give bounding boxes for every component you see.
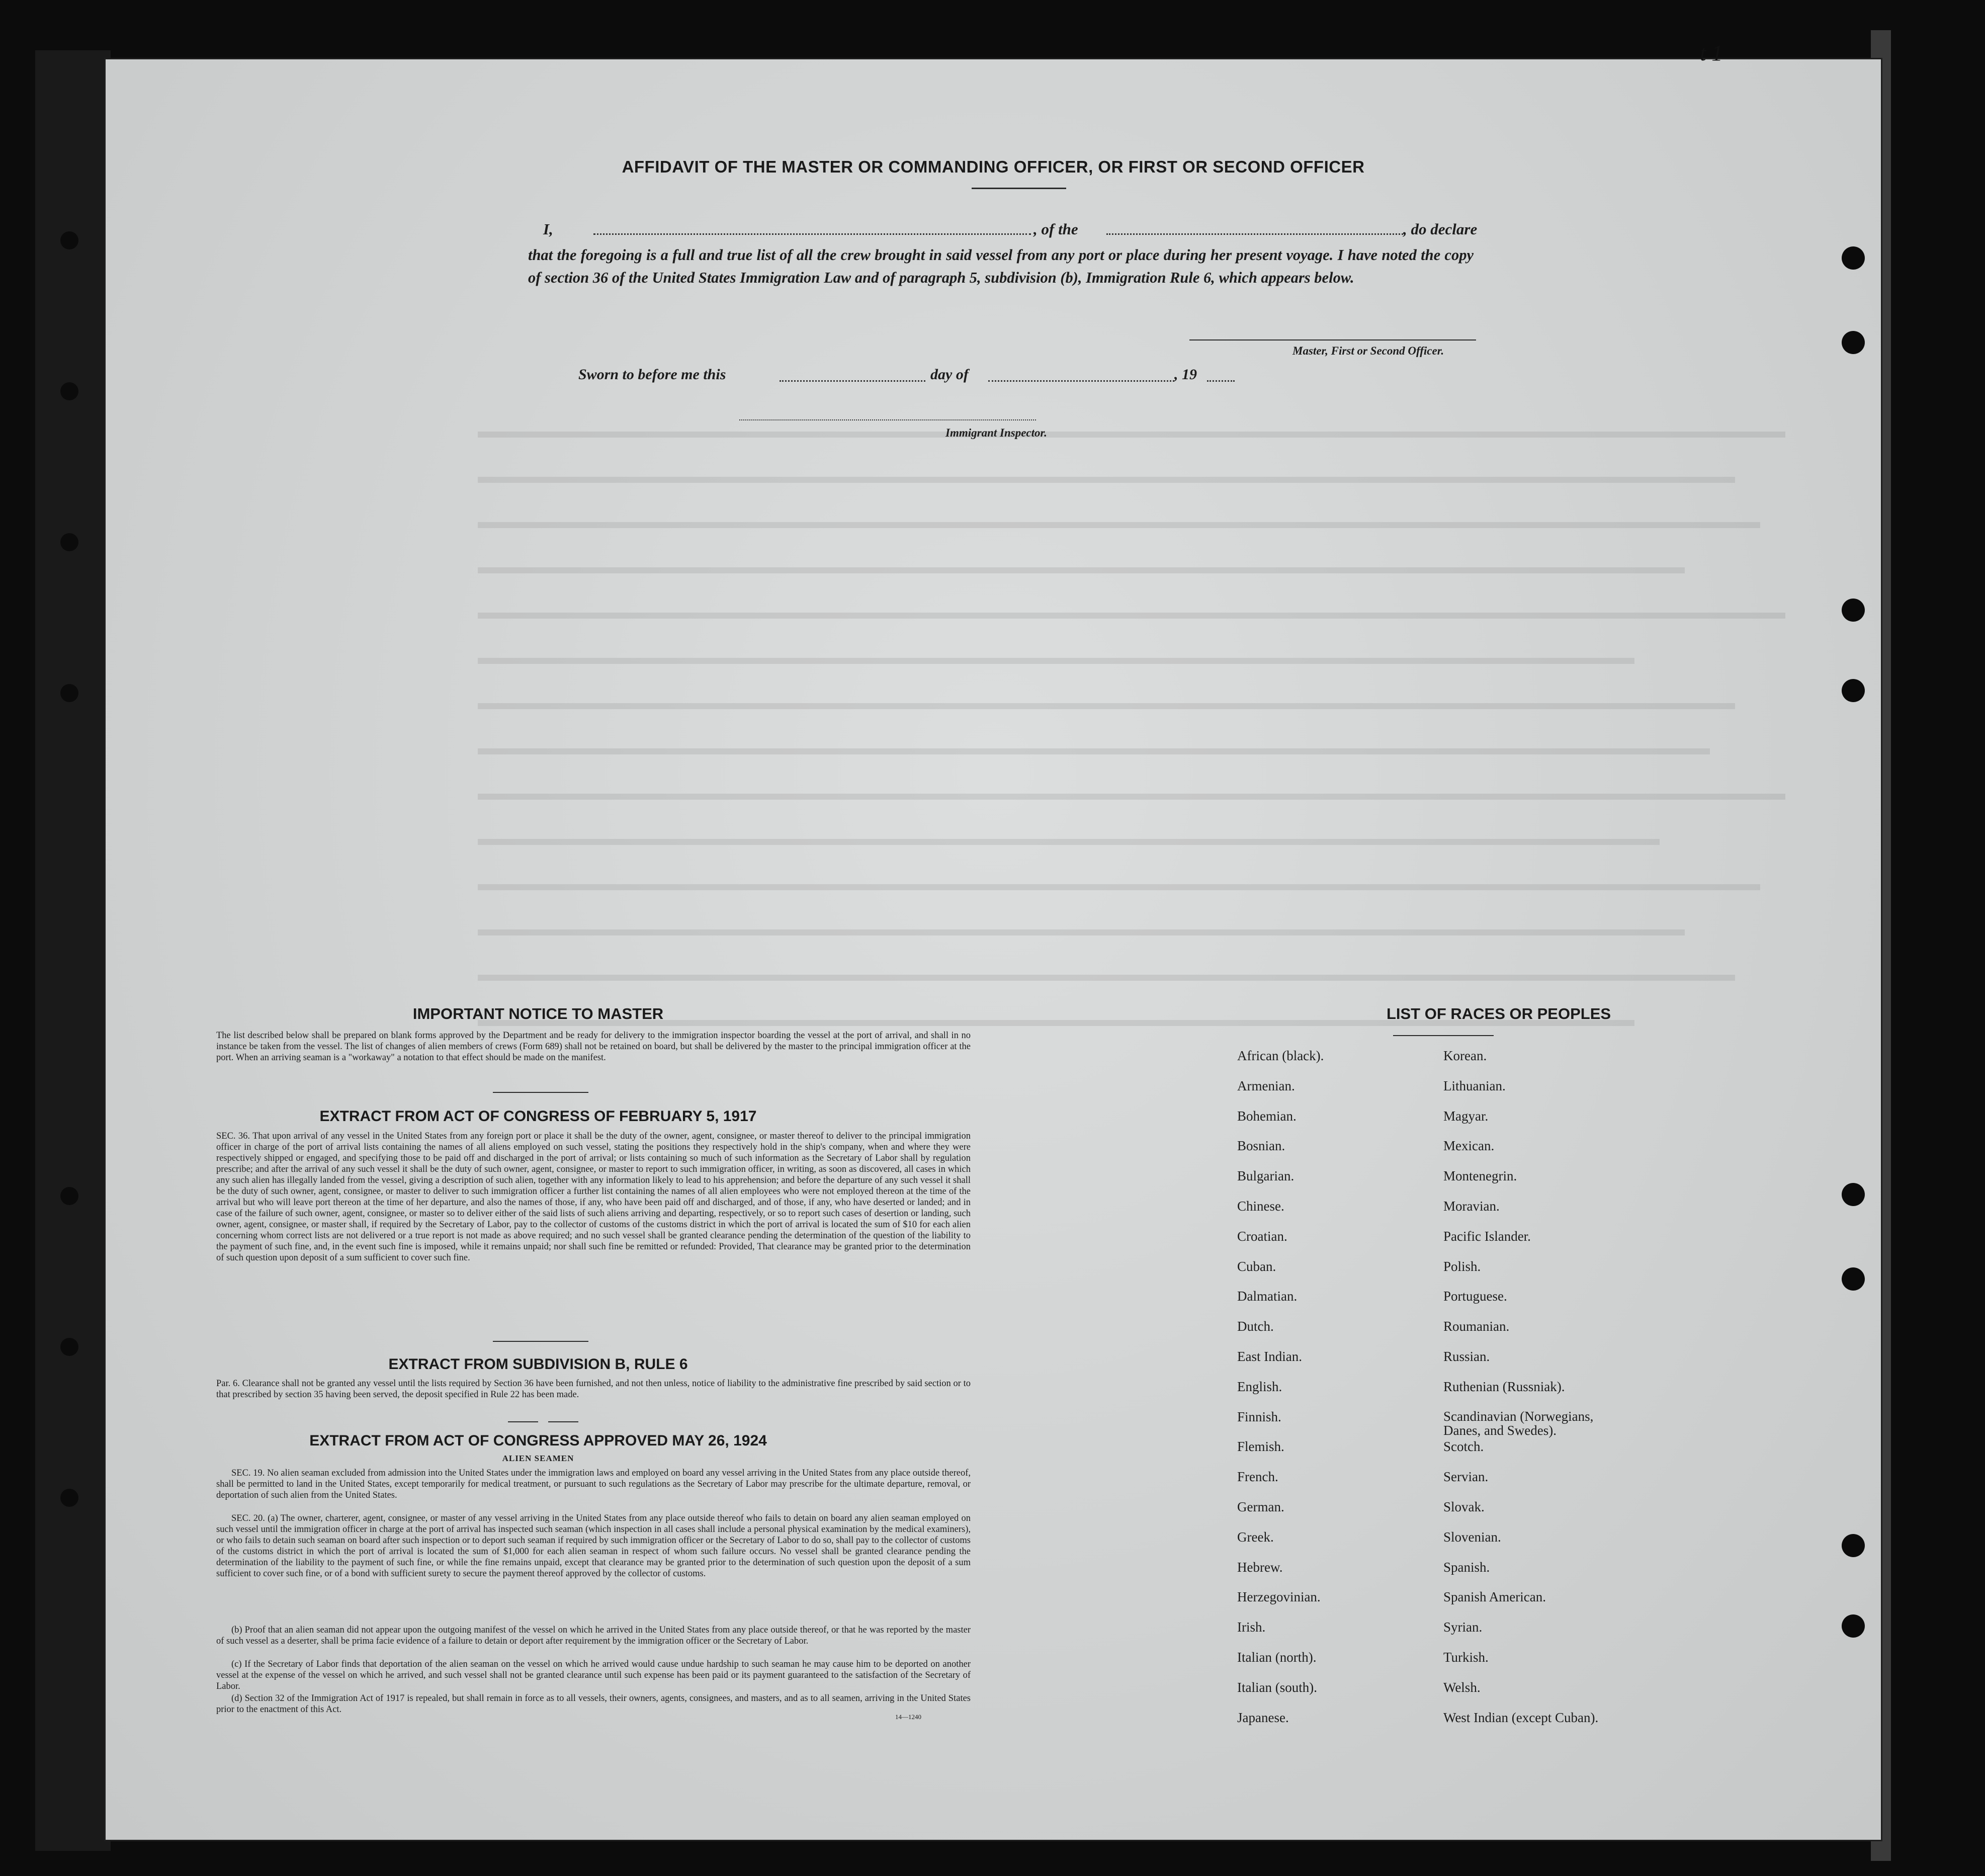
- underlying-sheet-edge-2: [35, 50, 111, 1851]
- section-divider: [493, 1341, 588, 1342]
- affidavit-i: I,: [543, 220, 553, 238]
- bleed-through-text: [478, 567, 1685, 573]
- binding-hole: [1842, 1267, 1865, 1291]
- race-item: Hebrew.: [1237, 1559, 1283, 1575]
- sworn-prefix: Sworn to before me this: [578, 366, 726, 383]
- sworn-year: , 19: [1174, 366, 1197, 383]
- bleed-through-text: [478, 929, 1685, 935]
- section-divider: [493, 1092, 588, 1093]
- extract-1924-sec20d: (d) Section 32 of the Immigration Act of 1917 is repealed, but shall remain in force as to all vessels, their owners, agents, consignees, and masters, and as to all seamen, arriving in the United States prior to the enactment of this Act.: [216, 1693, 971, 1715]
- bleed-through-text: [478, 839, 1660, 845]
- race-item: Bohemian.: [1237, 1108, 1297, 1124]
- race-item: Spanish American.: [1443, 1589, 1546, 1605]
- notice-title: IMPORTANT NOTICE TO MASTER: [412, 1005, 664, 1022]
- inspector-signature-blank: [739, 419, 1036, 420]
- binding-hole: [1842, 599, 1865, 622]
- race-item: German.: [1237, 1499, 1284, 1514]
- race-item: Magyar.: [1443, 1108, 1489, 1124]
- bleed-through-text: [478, 658, 1634, 664]
- races-title-underline: [1393, 1035, 1494, 1036]
- form-number: 14—1240: [895, 1713, 921, 1721]
- race-item: Servian.: [1443, 1469, 1489, 1485]
- race-item: Italian (south).: [1237, 1679, 1317, 1695]
- sworn-month-blank: [988, 380, 1174, 382]
- race-item: Finnish.: [1237, 1409, 1281, 1424]
- bleed-through-text: [478, 432, 1785, 438]
- signature-label: Master, First or Second Officer.: [1292, 345, 1444, 357]
- sworn-day-blank: [780, 380, 925, 382]
- race-item: Portuguese.: [1443, 1289, 1507, 1304]
- extract-1917-title: EXTRACT FROM ACT OF CONGRESS OF FEBRUARY 5, 1917: [319, 1108, 757, 1125]
- binding-hole: [1842, 1183, 1865, 1206]
- extract-1924-title: EXTRACT FROM ACT OF CONGRESS APPROVED MAY 26, 1924: [309, 1432, 767, 1449]
- bleed-through-text: [478, 748, 1710, 754]
- affidavit-title: AFFIDAVIT OF THE MASTER OR COMMANDING OFFICER, OR FIRST OR SECOND OFFICER: [622, 157, 1365, 176]
- binding-hole: [60, 533, 78, 551]
- race-item: Montenegrin.: [1443, 1168, 1517, 1184]
- sworn-year-blank: [1207, 380, 1235, 382]
- binding-hole: [60, 1338, 78, 1356]
- race-item: Croatian.: [1237, 1228, 1287, 1244]
- race-item: Slovenian.: [1443, 1529, 1501, 1545]
- race-item: Polish.: [1443, 1258, 1481, 1274]
- race-item: Slovak.: [1443, 1499, 1485, 1514]
- race-item: Mexican.: [1443, 1138, 1495, 1154]
- binding-hole: [1842, 331, 1865, 354]
- race-item: Dalmatian.: [1237, 1289, 1298, 1304]
- document-page: [106, 41, 1881, 1840]
- bleed-through-text: [478, 975, 1735, 981]
- race-item: English.: [1237, 1379, 1282, 1394]
- binding-hole: [1842, 679, 1865, 702]
- race-item: Russian.: [1443, 1349, 1490, 1364]
- affidavit-of-the: , of the: [1033, 220, 1078, 238]
- signature-line: [1189, 339, 1476, 340]
- title-underline: [972, 188, 1066, 189]
- bleed-through-text: [478, 794, 1785, 800]
- race-item: Roumanian.: [1443, 1319, 1510, 1334]
- race-item: Welsh.: [1443, 1679, 1481, 1695]
- race-item: Bosnian.: [1237, 1138, 1285, 1154]
- race-item: Herzegovinian.: [1237, 1589, 1321, 1605]
- binding-hole: [60, 231, 78, 249]
- bleed-through-text: [478, 613, 1785, 619]
- race-item: Italian (north).: [1237, 1650, 1317, 1665]
- race-item: Japanese.: [1237, 1710, 1289, 1725]
- race-item: Dutch.: [1237, 1319, 1274, 1334]
- race-item: West Indian (except Cuban).: [1443, 1710, 1599, 1725]
- page-mark: t 1: [1700, 41, 1723, 65]
- race-item: Greek.: [1237, 1529, 1274, 1545]
- bleed-through-text: [478, 477, 1735, 483]
- sworn-day-of: day of: [930, 366, 969, 383]
- race-item: Flemish.: [1237, 1439, 1284, 1455]
- race-item: Pacific Islander.: [1443, 1228, 1531, 1244]
- race-item: French.: [1237, 1469, 1278, 1485]
- race-item: Armenian.: [1237, 1078, 1295, 1093]
- bleed-through-text: [478, 703, 1735, 709]
- inspector-label: Immigrant Inspector.: [945, 427, 1047, 439]
- binding-hole: [1842, 246, 1865, 270]
- race-item: Turkish.: [1443, 1650, 1489, 1665]
- race-item: Scotch.: [1443, 1439, 1484, 1455]
- section-divider-double: [548, 1421, 578, 1422]
- race-item: Syrian.: [1443, 1619, 1483, 1635]
- race-item: Bulgarian.: [1237, 1168, 1294, 1184]
- extract-1924-sec19: SEC. 19. No alien seaman excluded from admission into the United States under the immigration laws and employed on board any vessel arriving in the United States from any place outside thereof, shall be permitted to land in the United States, except temporarily for medical treatment, or pursuant to such regulations as the Secretary of Labor may prescribe for the ultimate departure, removal, or deportation of such alien from the United States.: [216, 1468, 971, 1500]
- section-divider-double: [508, 1421, 538, 1422]
- name-blank: [593, 233, 1031, 235]
- race-item: Lithuanian.: [1443, 1078, 1506, 1093]
- race-item: Chinese.: [1237, 1199, 1284, 1214]
- race-item: East Indian.: [1237, 1349, 1302, 1364]
- races-title: LIST OF RACES OR PEOPLES: [1386, 1005, 1611, 1022]
- binding-hole: [60, 1489, 78, 1507]
- race-item: Cuban.: [1237, 1258, 1276, 1274]
- binding-hole: [60, 1187, 78, 1205]
- notice-text: The list described below shall be prepared on blank forms approved by the Department and be ready for delivery to the immigration inspector boarding the vessel at the port of arrival, and shall in no instance be taken from the vessel. The list of changes of alien members of crews (Form 689) shall not be retained on board, but shall be delivered by the master to the principal immigration officer at the port. When an arriving seaman is a "workaway" a notation to that effect should be made on the manifest.: [216, 1031, 971, 1063]
- binding-hole: [60, 684, 78, 702]
- extract-1917-text: SEC. 36. That upon arrival of any vessel in the United States from any foreign port or place it shall be the duty of the owner, agent, consignee, or master thereof to deliver to the principal immigration officer in charge of the port of arrival lists containing the names of all aliens employed on such vessel, stating the positions they respectively hold in the ship's company, when and where they were respectively shipped or engaged, and specifying those to be paid off and discharged in the port of arrival; or lists containing so much of such information as the Secretary of Labor shall by regulation prescribe; and after the arrival of any such vessel it shall be the duty of such owner, agent, consignee, or master to report to such immigration officer, in writing, as soon as discovered, all cases in which any such alien has illegally landed from the vessel, giving a description of such alien, together with any information likely to lead to his apprehension; and before the departure of any such vessel it shall be the duty of such owner, agent, consignee, or master to deliver to such immigration officer a further list containing the names of all alien employees who were not employed thereon at the time of the arrival but who will leave port thereon at the time of her departure, and also the names of those, if any, who have been paid off and discharged, and of those, if any, who have deserted or landed; and in case of the failure of such owner, agent, consignee, or master so to deliver either of the said lists of such aliens arriving and departing, respectively, or so to report such cases of desertion or landing, such owner, agent, consignee, or master shall, if required by the Secretary of Labor, pay to the collector of customs of the customs district in which the port of arrival is located the sum of $10 for each alien concerning whom correct lists are not delivered or a true report is not made as above required; and no such vessel shall be granted clearance pending the determination of the question of the liability to the payment of such fine, and, in the event such fine is imposed, while it remains unpaid; nor shall such fine be remitted or refunded: Provided, That clearance may be granted prior to the determination of such question upon deposit of a sum sufficient to cover such fine.: [216, 1131, 971, 1263]
- binding-hole: [1842, 1614, 1865, 1638]
- affidavit-declare: , do declare: [1403, 220, 1478, 238]
- binding-hole: [1842, 1534, 1865, 1557]
- extract-1924-subtitle: ALIEN SEAMEN: [502, 1454, 574, 1463]
- extract-1924-sec20b: (b) Proof that an alien seaman did not appear upon the outgoing manifest of the vessel on which he arrived in the United States from any place outside thereof, or that he was reported by the master of such vessel as a deserter, shall be prima facie evidence of a failure to detain or deport after requirement by the immigration officer or the Secretary of Labor.: [216, 1625, 971, 1646]
- extract-rule6-text: Par. 6. Clearance shall not be granted any vessel until the lists required by Section 36 have been furnished, and not then unless, notice of liability to the administrative fine prescribed by said section or to that prescribed by section 35 having been served, the deposit specified in Rule 22 has been made.: [216, 1379, 971, 1400]
- race-item: African (black).: [1237, 1048, 1324, 1063]
- race-item: Korean.: [1443, 1048, 1487, 1063]
- race-item: Moravian.: [1443, 1199, 1500, 1214]
- affidavit-body: that the foregoing is a full and true list of all the crew brought in said vessel from any port or place during her present voyage. I have noted the copy of section 36 of the United States Immigration Law and of paragraph 5, subdivision (b), Immigration Rule 6, which appears below.: [528, 246, 1474, 286]
- binding-hole: [60, 382, 78, 400]
- race-item: Scandinavian (Norwegians, Danes, and Swedes).: [1443, 1408, 1594, 1438]
- vessel-blank: [1106, 233, 1403, 235]
- bleed-through-text: [478, 884, 1760, 890]
- race-item: Ruthenian (Russniak).: [1443, 1379, 1565, 1394]
- bleed-through-text: [478, 522, 1760, 528]
- extract-rule6-title: EXTRACT FROM SUBDIVISION B, RULE 6: [388, 1356, 688, 1373]
- extract-1924-sec20a: SEC. 20. (a) The owner, charterer, agent, consignee, or master of any vessel arriving in the United States from any place outside thereof who fails to detain on board any alien seaman employed on such vessel until the immigration officer in charge at the port of arrival has inspected such seaman (which inspection in all cases shall include a personal physical examination by the medical examiners), or who fails to detain such seaman on board after such inspection or to deport such seaman if required by such immigration officer or the Secretary of Labor to do so, shall pay to the collector of customs of the customs district in which the port of arrival is located the sum of $1,000 for each alien seaman in respect of whom such failure occurs. No vessel shall be granted clearance pending the determination of the liability to the payment of such fine, or while the fine remains unpaid, except that clearance may be granted prior to the determination of such question upon the deposit of a sum sufficient to cover such fine, or of a bond with sufficient surety to secure the payment thereof approved by the collector of customs.: [216, 1513, 971, 1579]
- race-item: Irish.: [1237, 1619, 1266, 1635]
- extract-1924-sec20c: (c) If the Secretary of Labor finds that deportation of the alien seaman on the vessel on which he arrived would cause undue hardship to such seaman he may cause him to be deported on another vessel at the expense of the vessel on which he arrived, and such vessel shall not be granted clearance until such expense has been paid or its payment guaranteed to the satisfaction of the Secretary of Labor.: [216, 1659, 971, 1691]
- race-item: Spanish.: [1443, 1559, 1490, 1575]
